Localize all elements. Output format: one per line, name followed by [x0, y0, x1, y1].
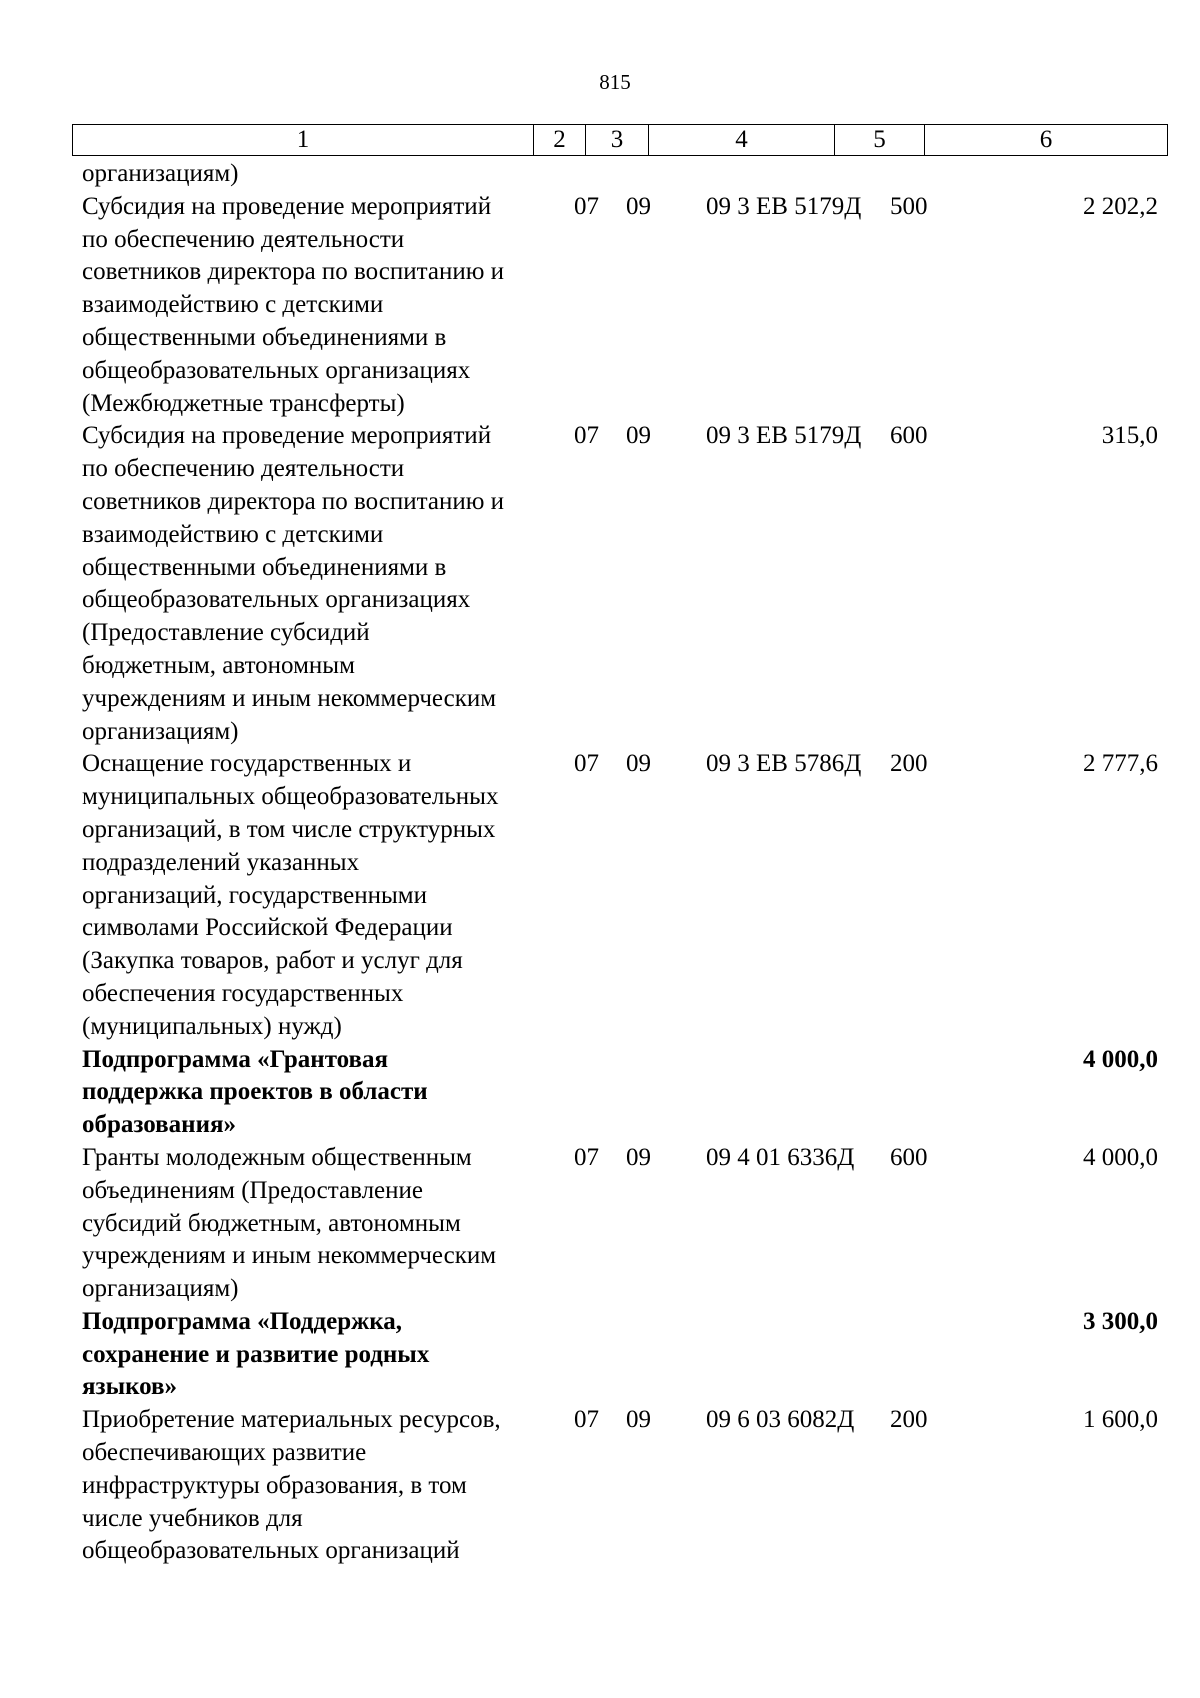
row-name-line: Субсидия на проведение мероприятий	[82, 192, 492, 220]
row-target-article: 09 6 03 6082Д	[706, 1406, 855, 1434]
header-col-6: 6	[925, 125, 1168, 156]
row-name	[82, 1306, 569, 1404]
row-subsection-code: 09	[626, 192, 651, 220]
table-row	[82, 158, 1162, 191]
row-name-line: подразделений указанных	[82, 848, 360, 876]
row-name-line: общественными объединениями в	[82, 553, 447, 581]
row-name	[82, 191, 569, 421]
row-expense-type: 600	[890, 422, 928, 450]
row-name-line: числе учебников для	[82, 1504, 303, 1532]
header-col-5: 5	[835, 125, 925, 156]
row-section-code: 07	[574, 1143, 599, 1171]
row-expense-type: 200	[890, 750, 928, 778]
row-name-line: общеобразовательных организациях	[82, 586, 471, 614]
row-name-line: Оснащение государственных и	[82, 750, 412, 778]
row-target-article: 09 3 EB 5786Д	[706, 750, 862, 778]
row-section-code: 07	[574, 1406, 599, 1434]
row-name-line: Субсидия на проведение мероприятий	[82, 422, 492, 450]
header-col-3: 3	[586, 125, 649, 156]
header-col-1: 1	[73, 125, 534, 156]
row-name-line: общественными объединениями в	[82, 323, 447, 351]
header-col-4: 4	[649, 125, 835, 156]
row-name-line: взаимодействию с детскими	[82, 520, 384, 548]
row-name-line: советников директора по воспитанию и	[82, 487, 505, 515]
row-name-line: Гранты молодежным общественным	[82, 1143, 472, 1171]
row-name-line: (Предоставление субсидий	[82, 619, 370, 647]
row-amount: 3 300,0	[1083, 1307, 1158, 1335]
header-col-2: 2	[534, 125, 586, 156]
row-name-line: (Закупка товаров, работ и услуг для	[82, 947, 463, 975]
row-target-article: 09 4 01 6336Д	[706, 1143, 855, 1171]
table-row	[82, 748, 1162, 1043]
row-subsection-code: 09	[626, 1143, 651, 1171]
table-row	[82, 191, 1162, 421]
row-expense-type: 500	[890, 192, 928, 220]
row-amount: 4 000,0	[1083, 1045, 1158, 1073]
row-name	[82, 748, 569, 1043]
row-name-line: обеспечивающих развитие	[82, 1439, 367, 1467]
row-name-line: организаций, в том числе структурных	[82, 815, 496, 843]
row-name-line: бюджетным, автономным	[82, 651, 355, 679]
row-name-line: учреждениям и иным некоммерческим	[82, 1242, 497, 1270]
row-subsection-code: 09	[626, 1406, 651, 1434]
row-name	[82, 1404, 569, 1568]
row-name-line: организациям)	[82, 717, 239, 745]
row-name-line: организациям)	[82, 160, 239, 187]
row-name	[82, 1142, 569, 1306]
row-name-line: (Межбюджетные трансферты)	[82, 389, 405, 417]
row-name-line: сохранение и развитие родных	[82, 1340, 430, 1368]
row-name-line: Подпрограмма «Грантовая	[82, 1045, 389, 1073]
row-name-line: организаций, государственными	[82, 881, 428, 909]
row-amount: 315,0	[1101, 422, 1158, 450]
row-name-line: обеспечения государственных	[82, 979, 404, 1007]
row-name-line: Подпрограмма «Поддержка,	[82, 1307, 402, 1335]
row-name-line: (муниципальных) нужд)	[82, 1012, 342, 1040]
row-name-line: символами Российской Федерации	[82, 914, 453, 942]
row-expense-type: 600	[890, 1143, 928, 1171]
row-amount: 2 777,6	[1083, 750, 1158, 778]
subprogram-row	[82, 1306, 1162, 1404]
table-body	[82, 158, 1162, 1568]
row-name	[82, 420, 569, 748]
row-expense-type: 200	[890, 1406, 928, 1434]
row-name-line: инфраструктуры образования, в том	[82, 1471, 467, 1499]
table-header	[72, 124, 1168, 156]
row-name-line: учреждениям и иным некоммерческим	[82, 684, 497, 712]
row-name-line: языков»	[82, 1373, 178, 1401]
row-name-line: Приобретение материальных ресурсов,	[82, 1406, 501, 1434]
row-name-line: по обеспечению деятельности	[82, 455, 405, 483]
row-name-line: взаимодействию с детскими	[82, 291, 384, 319]
table-row	[82, 1142, 1162, 1306]
row-amount: 2 202,2	[1083, 192, 1158, 220]
row-name-line: по обеспечению деятельности	[82, 225, 405, 253]
table-row	[82, 420, 1162, 748]
row-name	[82, 1044, 569, 1142]
row-amount: 1 600,0	[1083, 1406, 1158, 1434]
row-amount: 4 000,0	[1083, 1143, 1158, 1171]
row-name-line: образования»	[82, 1111, 237, 1139]
header-row	[73, 125, 1168, 156]
row-target-article: 09 3 EB 5179Д	[706, 422, 862, 450]
subprogram-row	[82, 1044, 1162, 1142]
row-target-article: 09 3 EB 5179Д	[706, 192, 862, 220]
row-name-line: общеобразовательных организациях	[82, 356, 471, 384]
row-name-line: советников директора по воспитанию и	[82, 258, 505, 286]
row-name-line: организациям)	[82, 1275, 239, 1303]
table-row	[82, 1404, 1162, 1568]
row-name-line: общеобразовательных организаций	[82, 1537, 460, 1565]
row-section-code: 07	[574, 750, 599, 778]
row-name	[82, 158, 569, 191]
row-name-line: объединениям (Предоставление	[82, 1176, 424, 1204]
row-name-line: муниципальных общеобразовательных	[82, 783, 499, 811]
row-section-code: 07	[574, 192, 599, 220]
row-name-line: поддержка проектов в области	[82, 1078, 428, 1106]
row-name-line: субсидий бюджетным, автономным	[82, 1209, 461, 1237]
row-section-code: 07	[574, 422, 599, 450]
row-subsection-code: 09	[626, 750, 651, 778]
page-number: 815	[599, 70, 631, 94]
row-subsection-code: 09	[626, 422, 651, 450]
